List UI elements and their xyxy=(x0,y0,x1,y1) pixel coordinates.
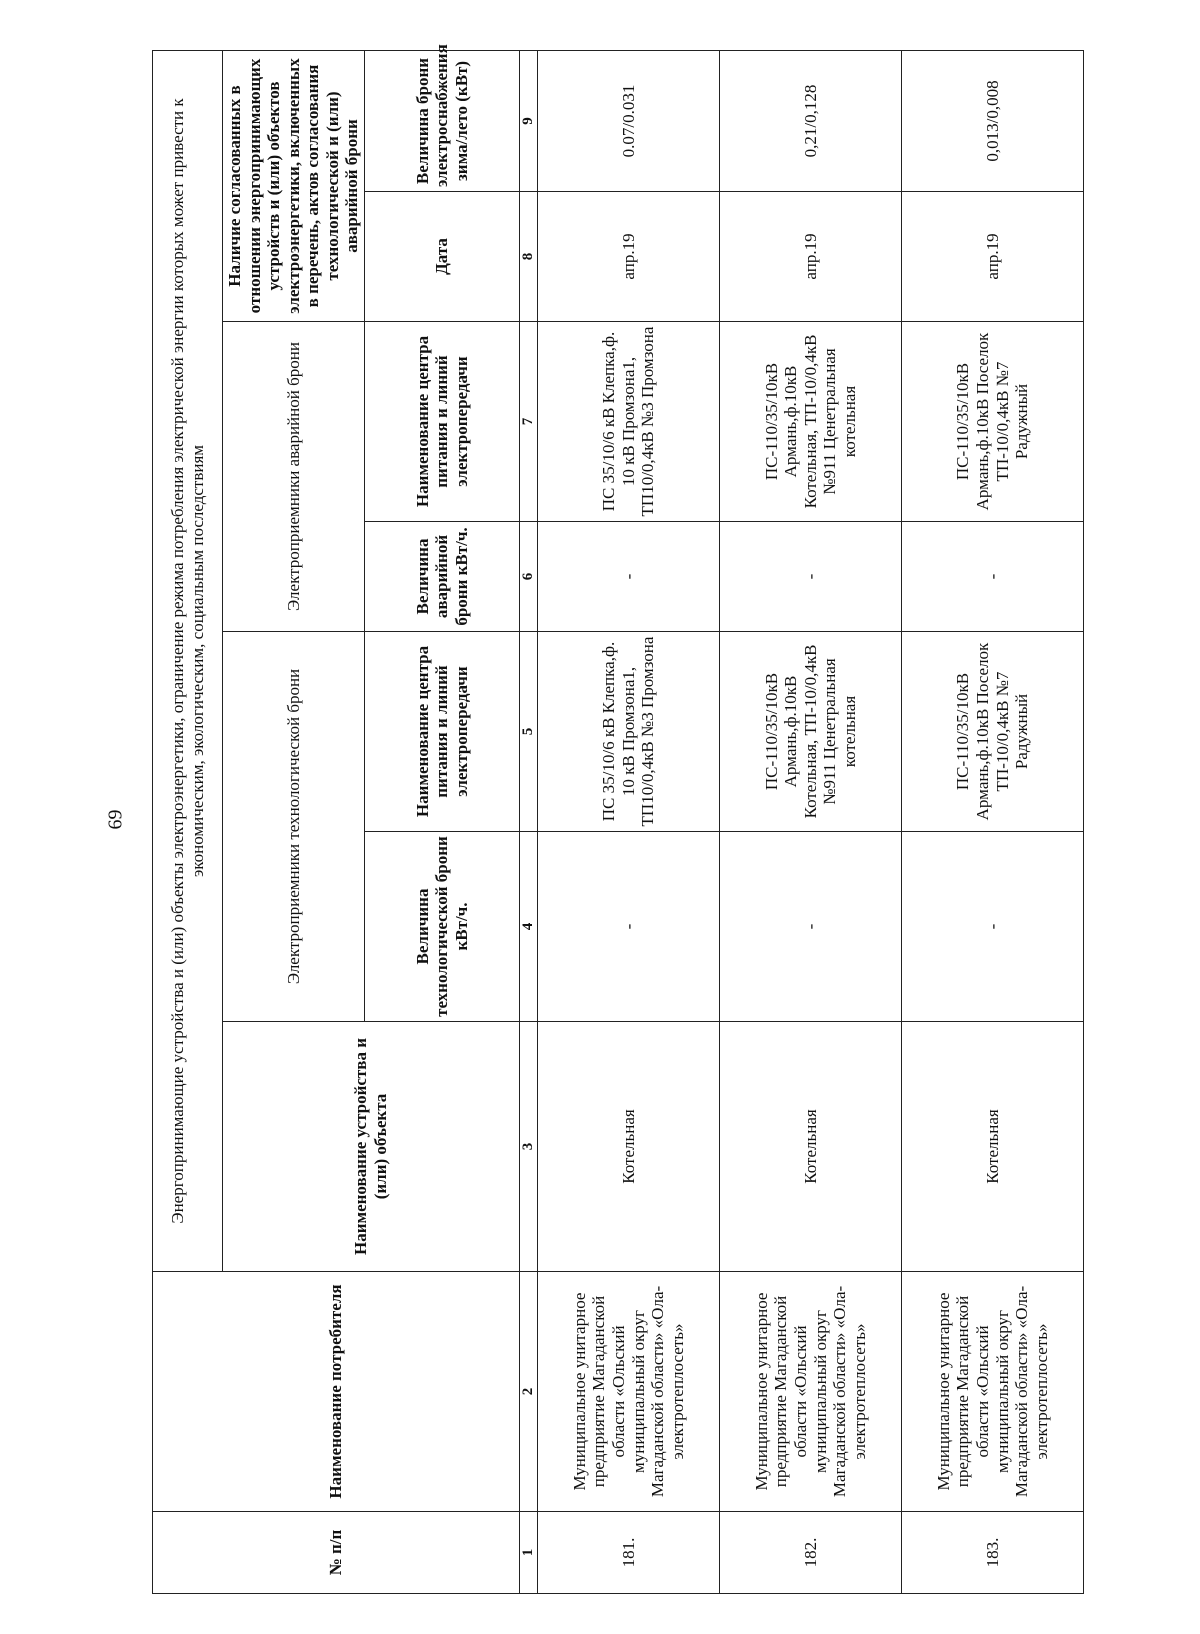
row-consumer: Муниципальное унитарное предприятие Магаданской области «Ольский муниципальный округ Магаданской области» «Ола-электротеплосеть» xyxy=(538,1272,720,1512)
header-emerg-value: Величина аварийной брони кВт/ч. xyxy=(364,522,519,632)
header-no: № п/п xyxy=(153,1512,520,1594)
header-supply: Величина брони электроснабжения зима/лето (кВт) xyxy=(364,50,519,191)
row-tech-center: ПС-110/35/10кВ Армань,ф.10кВ Поселок ТП-10/0,4кВ №7 Радужный xyxy=(902,632,1084,832)
row-consumer: Муниципальное унитарное предприятие Магаданской области «Ольский муниципальный округ Магаданской области» «Ола-электротеплосеть» xyxy=(902,1272,1084,1512)
row-date: апр.19 xyxy=(538,192,720,322)
page-number: 69 xyxy=(104,809,127,830)
header-tech-value: Величина технологической брони кВт/ч. xyxy=(364,832,519,1022)
header-group-tech: Электроприемники технологической брони xyxy=(223,632,365,1022)
row-emerg-center: ПС-110/35/10кВ Армань,ф.10кВ Поселок ТП-10/0,4кВ №7 Радужный xyxy=(902,322,1084,522)
row-no: 181. xyxy=(538,1512,720,1594)
header-group-agreed: Наличие согласованных в отношении энергопринимающих устройств и (или) объектов электроэнергетики, включенных в перечень, актов согласования технологической и (или) аварийной брони xyxy=(223,50,365,321)
row-device: Котельная xyxy=(538,1022,720,1272)
header-date: Дата xyxy=(364,192,519,322)
row-tech-value: - xyxy=(902,832,1084,1022)
header-tech-center: Наименование центра питания и линий электропередачи xyxy=(364,632,519,832)
column-number: 6 xyxy=(519,522,537,632)
column-number: 9 xyxy=(519,50,537,191)
table-row xyxy=(720,50,902,1593)
column-number: 3 xyxy=(519,1022,537,1272)
reservation-table xyxy=(152,44,1084,1594)
row-tech-value: - xyxy=(538,832,720,1022)
column-number-row xyxy=(519,50,537,1593)
header-group-emerg: Электроприемники аварийной брони xyxy=(223,322,365,632)
row-emerg-value: - xyxy=(538,522,720,632)
table-row xyxy=(902,50,1084,1593)
column-number: 8 xyxy=(519,192,537,322)
row-date: апр.19 xyxy=(902,192,1084,322)
row-emerg-value: - xyxy=(720,522,902,632)
row-supply: 0,013/0,008 xyxy=(902,50,1084,191)
row-no: 183. xyxy=(902,1512,1084,1594)
rotated-table-container xyxy=(152,44,1084,1594)
row-emerg-center: ПС-110/35/10кВ Армань,ф.10кВ Котельная, ТП-10/0,4кВ №911 Ценетральная котельная xyxy=(720,322,902,522)
row-supply: 0.07/0.031 xyxy=(538,50,720,191)
header-device: Наименование устройства и (или) объекта xyxy=(223,1022,520,1272)
row-date: апр.19 xyxy=(720,192,902,322)
row-tech-center: ПС-110/35/10кВ Армань,ф.10кВ Котельная, ТП-10/0,4кВ №911 Ценетральная котельная xyxy=(720,632,902,832)
header-emerg-center: Наименование центра питания и линий электропередачи xyxy=(364,322,519,522)
column-number: 1 xyxy=(519,1512,537,1594)
row-device: Котельная xyxy=(720,1022,902,1272)
column-number: 4 xyxy=(519,832,537,1022)
row-tech-center: ПС 35/10/6 кВ Клепка,ф. 10 кВ Промзона1, ТП10/0,4кВ №3 Промзона xyxy=(538,632,720,832)
column-number: 2 xyxy=(519,1272,537,1512)
row-device: Котельная xyxy=(902,1022,1084,1272)
column-number: 7 xyxy=(519,322,537,522)
header-consumer: Наименование потребителя xyxy=(153,1272,520,1512)
row-emerg-value: - xyxy=(902,522,1084,632)
row-consumer: Муниципальное унитарное предприятие Магаданской области «Ольский муниципальный округ Магаданской области» «Ола-электротеплосеть» xyxy=(720,1272,902,1512)
row-no: 182. xyxy=(720,1512,902,1594)
header-row-title xyxy=(153,50,223,1593)
row-tech-value: - xyxy=(720,832,902,1022)
header-title: Энергопринимающие устройства и (или) объекты электроэнергетики, ограничение режима потребления электрической энергии которых может привести к экономическим, экологическим, социальным последствиям xyxy=(153,50,223,1271)
row-emerg-center: ПС 35/10/6 кВ Клепка,ф. 10 кВ Промзона1, ТП10/0,4кВ №3 Промзона xyxy=(538,322,720,522)
column-number: 5 xyxy=(519,632,537,832)
table-row xyxy=(538,50,720,1593)
row-supply: 0,21/0,128 xyxy=(720,50,902,191)
